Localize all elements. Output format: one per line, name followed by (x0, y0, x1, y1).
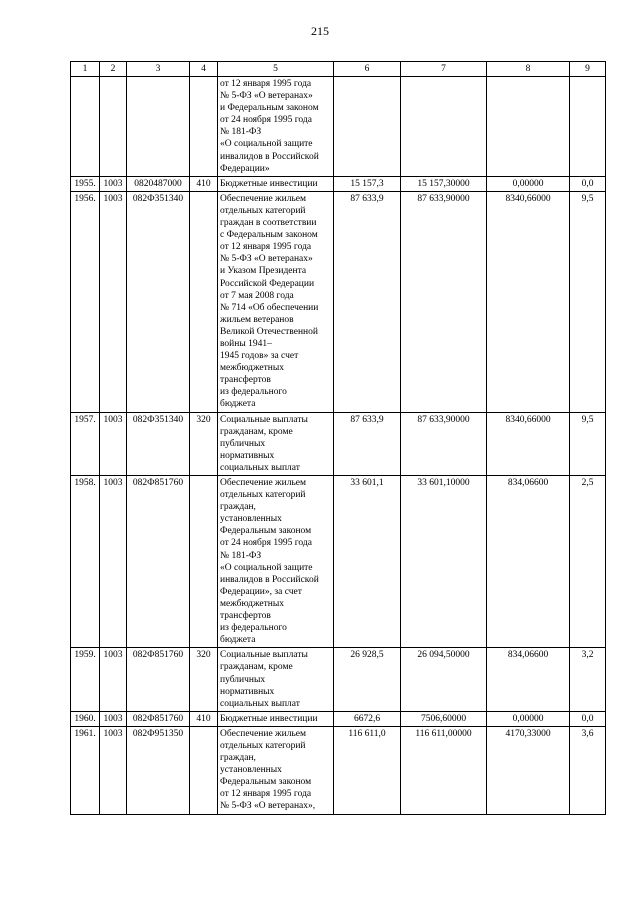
column-header: 5 (218, 62, 334, 77)
value-col6-cell: 87 633,9 (334, 191, 401, 412)
section-cell: 1003 (100, 648, 127, 711)
page-number: 215 (311, 24, 329, 38)
description-cell: Бюджетные инвестиции (218, 176, 334, 191)
description-cell: Бюджетные инвестиции (218, 711, 334, 726)
table-row (71, 476, 606, 648)
section-cell: 1003 (100, 176, 127, 191)
table-row (71, 711, 606, 726)
section-cell: 1003 (100, 726, 127, 814)
value-col8-cell: 8340,66000 (487, 412, 570, 475)
description-cell: Обеспечение жильем отдельных категорий граждан в соответствии с Федеральным законом от 12 января 1995 года № 5-ФЗ «О ветеранах» и Указом Президента Российской Федерации от 7 мая 2008 года № 714 «Об обеспечении жильем ветеранов Великой Отечественной войны 1941– 1945 годов» за счет межбюджетных трансфертов из федерального бюджета (218, 191, 334, 412)
value-col7-cell: 15 157,30000 (401, 176, 487, 191)
value-col8-cell: 8340,66000 (487, 191, 570, 412)
row-number-cell: 1960. (71, 711, 100, 726)
description-cell: Обеспечение жильем отдельных категорий граждан, установленных Федеральным законом от 24 ноября 1995 года № 181-ФЗ «О социальной защите инвалидов в Российской Федерации», за счет межбюджетных трансфертов из федерального бюджета (218, 476, 334, 648)
column-header: 7 (401, 62, 487, 77)
value-col7-cell (401, 77, 487, 177)
value-col7-cell: 116 611,00000 (401, 726, 487, 814)
row-number-cell: 1955. (71, 176, 100, 191)
target-article-cell: 082Ф851760 (127, 648, 190, 711)
target-article-cell: 082Ф351340 (127, 412, 190, 475)
description-cell: Обеспечение жильем отдельных категорий граждан, установленных Федеральным законом от 12 января 1995 года № 5-ФЗ «О ветеранах», (218, 726, 334, 814)
value-col9-cell (570, 77, 606, 177)
target-article-cell (127, 77, 190, 177)
value-col9-cell: 0,0 (570, 711, 606, 726)
value-col8-cell: 0,00000 (487, 176, 570, 191)
table-row (71, 191, 606, 412)
target-article-cell: 082Ф851760 (127, 711, 190, 726)
expense-type-cell (190, 726, 218, 814)
value-col7-cell: 33 601,10000 (401, 476, 487, 648)
column-header: 8 (487, 62, 570, 77)
expense-type-cell: 320 (190, 648, 218, 711)
value-col8-cell: 0,00000 (487, 711, 570, 726)
column-header: 3 (127, 62, 190, 77)
value-col9-cell: 3,2 (570, 648, 606, 711)
column-header: 9 (570, 62, 606, 77)
target-article-cell: 082Ф951350 (127, 726, 190, 814)
column-header: 6 (334, 62, 401, 77)
value-col9-cell: 9,5 (570, 191, 606, 412)
section-cell: 1003 (100, 191, 127, 412)
expense-type-cell (190, 77, 218, 177)
value-col7-cell: 87 633,90000 (401, 412, 487, 475)
section-cell: 1003 (100, 711, 127, 726)
table-row (71, 648, 606, 711)
expense-type-cell (190, 476, 218, 648)
value-col6-cell: 6672,6 (334, 711, 401, 726)
value-col6-cell: 87 633,9 (334, 412, 401, 475)
section-cell: 1003 (100, 476, 127, 648)
header-row (71, 62, 606, 77)
value-col8-cell: 4170,33000 (487, 726, 570, 814)
row-number-cell: 1957. (71, 412, 100, 475)
expense-type-cell: 410 (190, 176, 218, 191)
row-number-cell: 1961. (71, 726, 100, 814)
target-article-cell: 082Ф851760 (127, 476, 190, 648)
value-col6-cell: 15 157,3 (334, 176, 401, 191)
column-header: 4 (190, 62, 218, 77)
table-row (71, 77, 606, 177)
value-col8-cell (487, 77, 570, 177)
column-header: 1 (71, 62, 100, 77)
expense-type-cell (190, 191, 218, 412)
section-cell: 1003 (100, 412, 127, 475)
value-col9-cell: 0,0 (570, 176, 606, 191)
table-row (71, 412, 606, 475)
description-cell: Социальные выплаты гражданам, кроме публичных нормативных социальных выплат (218, 412, 334, 475)
table-row (71, 176, 606, 191)
target-article-cell: 0820487000 (127, 176, 190, 191)
value-col6-cell: 33 601,1 (334, 476, 401, 648)
row-number-cell (71, 77, 100, 177)
value-col6-cell: 116 611,0 (334, 726, 401, 814)
value-col7-cell: 87 633,90000 (401, 191, 487, 412)
column-header: 2 (100, 62, 127, 77)
target-article-cell: 082Ф351340 (127, 191, 190, 412)
row-number-cell: 1956. (71, 191, 100, 412)
row-number-cell: 1959. (71, 648, 100, 711)
value-col9-cell: 2,5 (570, 476, 606, 648)
description-cell: Социальные выплаты гражданам, кроме публичных нормативных социальных выплат (218, 648, 334, 711)
description-cell: от 12 января 1995 года № 5-ФЗ «О ветеранах» и Федеральным законом от 24 ноября 1995 года № 181-ФЗ «О социальной защите инвалидов в Российской Федерации» (218, 77, 334, 177)
value-col7-cell: 7506,60000 (401, 711, 487, 726)
value-col9-cell: 9,5 (570, 412, 606, 475)
expense-type-cell: 410 (190, 711, 218, 726)
row-number-cell: 1958. (71, 476, 100, 648)
section-cell (100, 77, 127, 177)
value-col9-cell: 3,6 (570, 726, 606, 814)
value-col6-cell: 26 928,5 (334, 648, 401, 711)
value-col7-cell: 26 094,50000 (401, 648, 487, 711)
budget-table (70, 61, 606, 815)
expense-type-cell: 320 (190, 412, 218, 475)
value-col8-cell: 834,06600 (487, 648, 570, 711)
value-col6-cell (334, 77, 401, 177)
table-row (71, 726, 606, 814)
value-col8-cell: 834,06600 (487, 476, 570, 648)
